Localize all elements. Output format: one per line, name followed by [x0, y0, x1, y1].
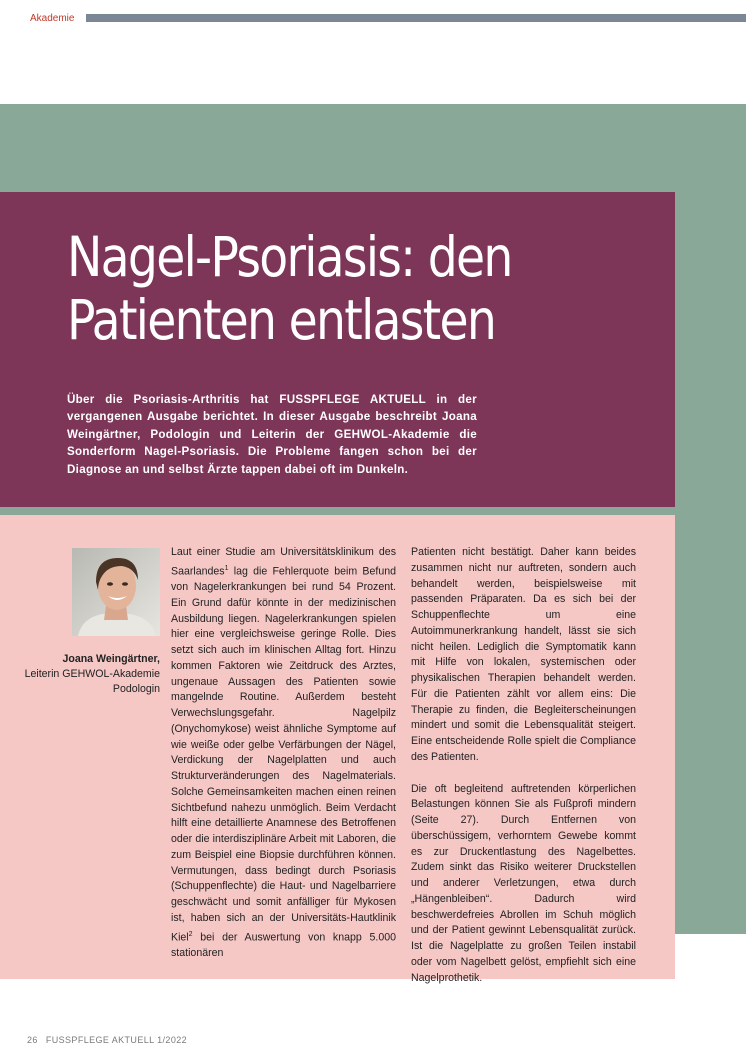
body-text: bei der Auswertung von knapp 5.000 stationären: [171, 931, 396, 959]
body-column-1: [171, 545, 396, 978]
body-column-2: [411, 545, 636, 1002]
title-line-1: Nagel-Psoriasis: den: [67, 225, 512, 289]
page-number: 26: [27, 1035, 38, 1045]
section-label: Akademie: [30, 13, 75, 24]
article-intro: Über die Psoriasis-Arthritis hat FUSSPFLEGE AKTUELL in der vergangenen Ausgabe berichtet. In dieser Ausgabe beschreibt Joana Weingärtner, Podologin und Leiterin der GEHWOL-Akademie die Sonderform Nagel-Psoriasis. Die Probleme fangen schon bei der Diagnose an und selbst Ärzte tappen dabei oft im Dunkeln.: [67, 393, 477, 476]
body-paragraph: Patienten nicht bestätigt. Daher kann beides zusammen nicht nur auftreten, sondern auch behandelt werden, beispielsweise mit passenden Präparaten. Da es sich bei der Schuppenflechte um eine Autoimmunerkrankung handelt, lässt sie sich nicht heilen. Lediglich die Symptomatik kann mit Hilfe von lokalen, systemischen oder physikalischen Therapien behandelt werden. Für die Patienten zählt vor allem eins: Die Therapie zu finden, die Begleiterscheinungen mindert und somit die Lebensqualität steigert. Eine entscheidende Rolle spielt die Compliance des Patienten.: [411, 546, 636, 763]
author-role-2: Podologin: [112, 683, 160, 695]
body-text: lag die Fehlerquote beim Befund von Nagelerkrankungen bei rund 54 Prozent. Ein Grund dafür könnte in der medizinischen Ausbildung liegen. Nagelerkrankungen spielen hier eine vergleichsweise geringe Rolle. Dies setzt sich auch im klinischen Alltag fort. Hinzu kommen Faktoren wie Zeitdruck des Arztes, ungenaue Aussagen des Patienten sowie mangelnde Routine. Außerdem besteht Verwechslungsgefahr. Nagelpilz (Onychomykose) weist ähnliche Symptome auf wie weiße oder gelbe Verfärbungen der Nägel, Verdickung der Nagelplatten und auch Strukturveränderungen des Nagelmaterials. Solche Gemeinsamkeiten machen einen reinen Sichtbefund nahezu unmöglich. Beim Verdacht hilft eine detaillierte Anamnese des Betroffenen oder die interdisziplinäre Arbeit mit Laboren, die zum Beispiel eine Biopsie durchführen können. Vermutungen, dass bedingt durch Psoriasis (Schuppenflechte) die Haut- und Nagelbarriere geschwächt und somit anfälliger für Mykosen ist, haben sich an der Universitäts-Hautklinik Kiel: [171, 565, 396, 944]
author-name: Joana Weingärtner,: [62, 653, 160, 665]
author-role-1: Leiterin GEHWOL-Akademie: [24, 668, 160, 680]
article-title: [67, 226, 583, 352]
author-photo: [72, 548, 160, 636]
body-text: Laut einer Studie am Universitätsklinikum des Saarlandes: [171, 546, 396, 578]
footnote-ref: 2: [188, 930, 193, 938]
body-paragraph: Die oft begleitend auftretenden körperlichen Belastungen können Sie als Fußprofi mindern (Seite 27). Durch Entfernen von überschüssigem, verhorntem Gewebe kommt es zur Druckentlastung des Nagelbettes. Zudem sinkt das Risiko weiterer Druckstellen und anderer Verletzungen, etwa durch „Hängenbleiben“. Dadurch wird beschwerdefreies Abrollen im Schuh möglich und der Patient gewinnt Lebensqualität zurück. Ist die Nagelplatte zu großen Teilen instabil oder vom Nagelbett gelöst, empfiehlt sich eine Nagelprothetik.: [411, 782, 636, 984]
header-bar: [86, 14, 746, 22]
publication-name: FUSSPFLEGE AKTUELL 1/2022: [45, 1035, 188, 1045]
title-line-2: Patienten entlasten: [67, 288, 496, 352]
page-footer: [27, 1035, 195, 1045]
body-paragraph: [171, 545, 396, 962]
footnote-ref: 1: [224, 564, 229, 572]
author-caption: [10, 652, 160, 697]
